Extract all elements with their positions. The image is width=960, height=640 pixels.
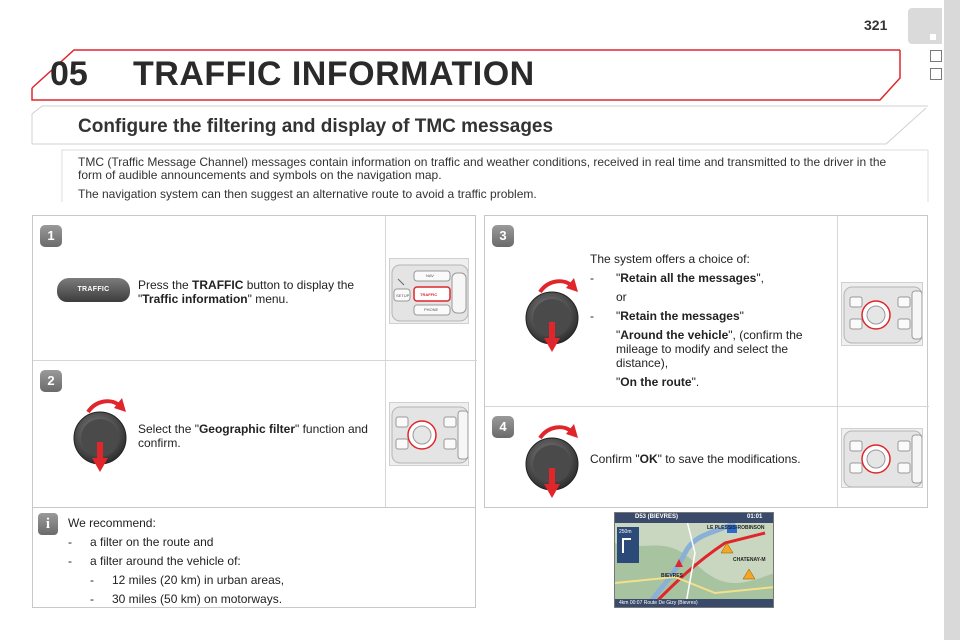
step-3-option-1: Retain all the messages	[620, 271, 757, 285]
radio-label-setup: SETUP	[396, 293, 410, 298]
step-1-text	[138, 278, 378, 306]
recommend-list	[68, 535, 468, 606]
step-1-text-c: " menu.	[247, 292, 289, 306]
radio-panel-step-3	[841, 282, 923, 346]
list-item: - 12 miles (20 km) in urban areas,	[90, 573, 285, 587]
map-place-1: LE PLESSIS-ROBINSON	[707, 525, 765, 531]
rotary-knob-illustration	[524, 272, 586, 352]
radio-panel-step-4	[841, 428, 923, 488]
recommend-sublist	[90, 573, 468, 606]
step-1-text-bold2: Traffic information	[142, 292, 248, 306]
rotary-knob-illustration	[524, 418, 586, 498]
radio-label-nav: NAV	[426, 273, 434, 278]
step-3-option-4-rest: ".	[691, 375, 700, 389]
step-3-text	[590, 252, 826, 389]
chapter-number: 05	[50, 55, 88, 93]
recommend-item-1: a filter on the route and	[90, 535, 214, 549]
traffic-button-illustration: TRAFFIC	[57, 278, 130, 302]
step-4-text	[590, 452, 830, 466]
radio-label-traffic: TRAFFIC	[420, 292, 438, 297]
step-3-opt1-q2: ",	[756, 271, 764, 285]
recommend-subitem-2: 30 miles (50 km) on motorways.	[112, 592, 283, 606]
step-1-text-b: button to display the "	[138, 278, 355, 306]
step-1-text-bold: TRAFFIC	[192, 278, 244, 292]
section-title: Configure the filtering and display of TMC messages	[78, 116, 554, 137]
list-item: - a filter on the route and	[68, 535, 214, 549]
step-4-text-bold: OK	[639, 452, 658, 466]
radio-label-phone: PHONE	[424, 307, 439, 312]
step-3-option-4-line: "On the route".	[616, 375, 700, 389]
step-4-text-b: " to save the modifications.	[657, 452, 801, 466]
map-footer: 4km 00:07 Route De Gizy (Bievres)	[619, 600, 698, 606]
step-3-badge: 3	[492, 225, 514, 247]
rotary-knob-illustration	[72, 392, 134, 472]
list-item: - "Retain the messages"	[590, 309, 744, 323]
intro-paragraph-1: TMC (Traffic Message Channel) messages contain information on traffic and weather conditions, received in real time and transmitted to the driver in the form of audible announcements and symbols on the navigation map.	[78, 155, 887, 182]
map-place-2: CHATENAY-M	[733, 557, 766, 563]
step-2-text-b: " function and confirm.	[138, 422, 368, 450]
map-clock: 01:01	[747, 514, 763, 520]
page-tab	[908, 8, 942, 44]
navigation-map-screenshot	[614, 512, 774, 608]
page-tab-mark	[930, 34, 936, 40]
page-number: 321	[864, 17, 888, 33]
recommend-block	[68, 516, 468, 611]
panel-row-divider	[485, 406, 929, 407]
recommend-subitem-1: 12 miles (20 km) in urban areas,	[112, 573, 285, 587]
panel-row-divider	[33, 360, 477, 361]
intro-text	[78, 156, 898, 207]
step-3-option-3-line: "Around the vehicle", (confirm the mileage to modify and select the distance),	[616, 328, 803, 370]
step-3-opt1-q1: "	[616, 271, 621, 285]
panel-divider	[837, 216, 838, 507]
step-2-badge: 2	[40, 370, 62, 392]
step-2-text	[138, 422, 378, 450]
list-item: - 30 miles (50 km) on motorways.	[90, 592, 283, 606]
radio-panel-step-1	[389, 258, 469, 324]
info-icon: i	[38, 513, 58, 535]
intro-paragraph-2: The navigation system can then suggest an alternative route to avoid a traffic problem.	[78, 187, 537, 201]
chapter-title: TRAFFIC INFORMATION	[133, 55, 535, 93]
step-3-option-3-rest: ", (confirm the mileage to modify and select the distance),	[616, 328, 803, 370]
panel-divider	[385, 216, 386, 507]
side-box-2	[930, 68, 942, 80]
step-1-text-a: Press the	[138, 278, 193, 292]
page-edge-strip	[944, 0, 960, 640]
step-4-badge: 4	[492, 416, 514, 438]
side-box-1	[930, 50, 942, 62]
map-road-name: D53 (BIEVRES)	[635, 514, 679, 520]
step-1-badge: 1	[40, 225, 62, 247]
step-3-option-3: Around the vehicle	[620, 328, 729, 342]
step-3-or: or	[616, 290, 627, 304]
recommend-title: We recommend:	[68, 516, 156, 530]
recommend-item-2: a filter around the vehicle of:	[90, 554, 241, 568]
map-distance: 250m	[619, 529, 632, 535]
map-place-3: BIEVRES	[661, 573, 683, 579]
step-2-text-bold: Geographic filter	[198, 422, 295, 436]
list-item: - "Retain all the messages",	[590, 271, 764, 285]
list-item: - a filter around the vehicle of: - 12 miles (20 km) in urban areas, - 30 miles (50 km) on motorways.	[68, 554, 468, 606]
step-3-option-2: Retain the messages	[620, 309, 740, 323]
step-3-option-4: On the route	[620, 375, 692, 389]
step-4-text-a: Confirm "	[590, 452, 640, 466]
step-2-text-a: Select the "	[138, 422, 199, 436]
radio-panel-step-2	[389, 402, 469, 466]
step-3-intro: The system offers a choice of:	[590, 252, 750, 266]
